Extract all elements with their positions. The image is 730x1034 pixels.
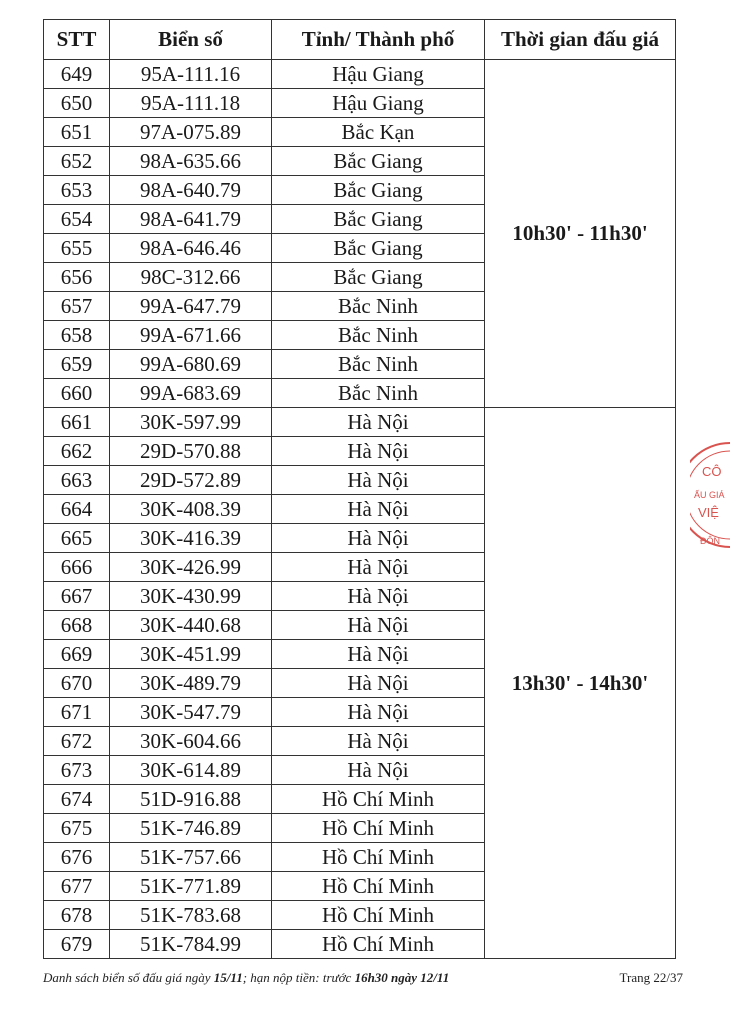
plate-cell: 51K-757.66	[110, 843, 272, 872]
stt-cell: 669	[44, 640, 110, 669]
plate-cell: 30K-440.68	[110, 611, 272, 640]
province-cell: Bắc Giang	[272, 263, 485, 292]
footer-note-date: 15/11	[213, 970, 243, 985]
plate-cell: 30K-547.79	[110, 698, 272, 727]
stt-cell: 665	[44, 524, 110, 553]
province-cell: Hà Nội	[272, 437, 485, 466]
province-cell: Hà Nội	[272, 553, 485, 582]
province-cell: Hồ Chí Minh	[272, 872, 485, 901]
auction-table	[43, 19, 676, 959]
stt-cell: 657	[44, 292, 110, 321]
plate-cell: 30K-597.99	[110, 408, 272, 437]
red-seal-stamp	[690, 420, 730, 570]
stt-cell: 673	[44, 756, 110, 785]
province-cell: Bắc Ninh	[272, 379, 485, 408]
stt-cell: 666	[44, 553, 110, 582]
province-cell: Hà Nội	[272, 698, 485, 727]
stt-cell: 674	[44, 785, 110, 814]
stt-cell: 664	[44, 495, 110, 524]
stt-cell: 659	[44, 350, 110, 379]
plate-cell: 30K-614.89	[110, 756, 272, 785]
plate-cell: 30K-451.99	[110, 640, 272, 669]
province-cell: Bắc Kạn	[272, 118, 485, 147]
province-cell: Bắc Giang	[272, 205, 485, 234]
plate-cell: 95A-111.16	[110, 60, 272, 89]
stt-cell: 650	[44, 89, 110, 118]
svg-text:ẤU GIÁ: ẤU GIÁ	[694, 490, 725, 500]
table-row	[44, 60, 676, 89]
province-cell: Hà Nội	[272, 495, 485, 524]
province-cell: Bắc Ninh	[272, 292, 485, 321]
plate-cell: 99A-683.69	[110, 379, 272, 408]
stt-cell: 671	[44, 698, 110, 727]
stt-cell: 649	[44, 60, 110, 89]
plate-cell: 99A-647.79	[110, 292, 272, 321]
province-cell: Hậu Giang	[272, 89, 485, 118]
province-cell: Hà Nội	[272, 408, 485, 437]
header-stt: STT	[44, 20, 110, 60]
stt-cell: 661	[44, 408, 110, 437]
stt-cell: 672	[44, 727, 110, 756]
stt-cell: 658	[44, 321, 110, 350]
stt-cell: 656	[44, 263, 110, 292]
province-cell: Hà Nội	[272, 640, 485, 669]
province-cell: Hồ Chí Minh	[272, 814, 485, 843]
plate-cell: 30K-604.66	[110, 727, 272, 756]
plate-cell: 29D-570.88	[110, 437, 272, 466]
page-number: Trang 22/37	[619, 970, 683, 985]
stt-cell: 663	[44, 466, 110, 495]
province-cell: Hà Nội	[272, 466, 485, 495]
province-cell: Bắc Ninh	[272, 350, 485, 379]
stt-cell: 670	[44, 669, 110, 698]
plate-cell: 51D-916.88	[110, 785, 272, 814]
province-cell: Bắc Giang	[272, 176, 485, 205]
stt-cell: 653	[44, 176, 110, 205]
footer-note	[43, 970, 449, 986]
province-cell: Hồ Chí Minh	[272, 930, 485, 959]
province-cell: Hồ Chí Minh	[272, 785, 485, 814]
stt-cell: 662	[44, 437, 110, 466]
stt-cell: 676	[44, 843, 110, 872]
svg-text:ĐÔN: ĐÔN	[700, 536, 720, 546]
province-cell: Hà Nội	[272, 756, 485, 785]
province-cell: Hà Nội	[272, 524, 485, 553]
plate-cell: 95A-111.18	[110, 89, 272, 118]
province-cell: Hà Nội	[272, 669, 485, 698]
plate-cell: 30K-416.39	[110, 524, 272, 553]
plate-cell: 30K-430.99	[110, 582, 272, 611]
table-body	[44, 60, 676, 959]
plate-cell: 98A-646.46	[110, 234, 272, 263]
stt-cell: 652	[44, 147, 110, 176]
stt-cell: 678	[44, 901, 110, 930]
plate-cell: 98A-640.79	[110, 176, 272, 205]
plate-cell: 98A-635.66	[110, 147, 272, 176]
province-cell: Hồ Chí Minh	[272, 901, 485, 930]
time-slot-cell: 13h30' - 14h30'	[485, 408, 676, 959]
plate-cell: 98A-641.79	[110, 205, 272, 234]
province-cell: Hà Nội	[272, 727, 485, 756]
province-cell: Bắc Giang	[272, 234, 485, 263]
header-row	[44, 20, 676, 60]
province-cell: Hồ Chí Minh	[272, 843, 485, 872]
header-province: Tỉnh/ Thành phố	[272, 20, 485, 60]
stt-cell: 655	[44, 234, 110, 263]
stt-cell: 651	[44, 118, 110, 147]
plate-cell: 30K-489.79	[110, 669, 272, 698]
svg-text:VIỆ: VIỆ	[698, 505, 719, 520]
province-cell: Hà Nội	[272, 611, 485, 640]
footer-note-middle: ; hạn nộp tiền: trước	[242, 970, 355, 985]
province-cell: Hậu Giang	[272, 60, 485, 89]
province-cell: Bắc Giang	[272, 147, 485, 176]
table-row	[44, 408, 676, 437]
plate-cell: 30K-408.39	[110, 495, 272, 524]
plate-cell: 51K-784.99	[110, 930, 272, 959]
plate-cell: 29D-572.89	[110, 466, 272, 495]
plate-cell: 51K-783.68	[110, 901, 272, 930]
stt-cell: 654	[44, 205, 110, 234]
footer-note-deadline: 16h30 ngày 12/11	[354, 970, 450, 985]
plate-cell: 98C-312.66	[110, 263, 272, 292]
plate-cell: 99A-680.69	[110, 350, 272, 379]
header-plate: Biển số	[110, 20, 272, 60]
stt-cell: 668	[44, 611, 110, 640]
time-slot-cell: 10h30' - 11h30'	[485, 60, 676, 408]
header-time: Thời gian đấu giá	[485, 20, 676, 60]
stt-cell: 660	[44, 379, 110, 408]
plate-cell: 97A-075.89	[110, 118, 272, 147]
stt-cell: 675	[44, 814, 110, 843]
svg-text:CÔ: CÔ	[702, 464, 722, 479]
plate-cell: 51K-746.89	[110, 814, 272, 843]
footer-note-prefix: Danh sách biển số đấu giá ngày	[43, 970, 214, 985]
plate-cell: 30K-426.99	[110, 553, 272, 582]
province-cell: Bắc Ninh	[272, 321, 485, 350]
plate-cell: 51K-771.89	[110, 872, 272, 901]
province-cell: Hà Nội	[272, 582, 485, 611]
stt-cell: 677	[44, 872, 110, 901]
stt-cell: 679	[44, 930, 110, 959]
plate-cell: 99A-671.66	[110, 321, 272, 350]
stt-cell: 667	[44, 582, 110, 611]
